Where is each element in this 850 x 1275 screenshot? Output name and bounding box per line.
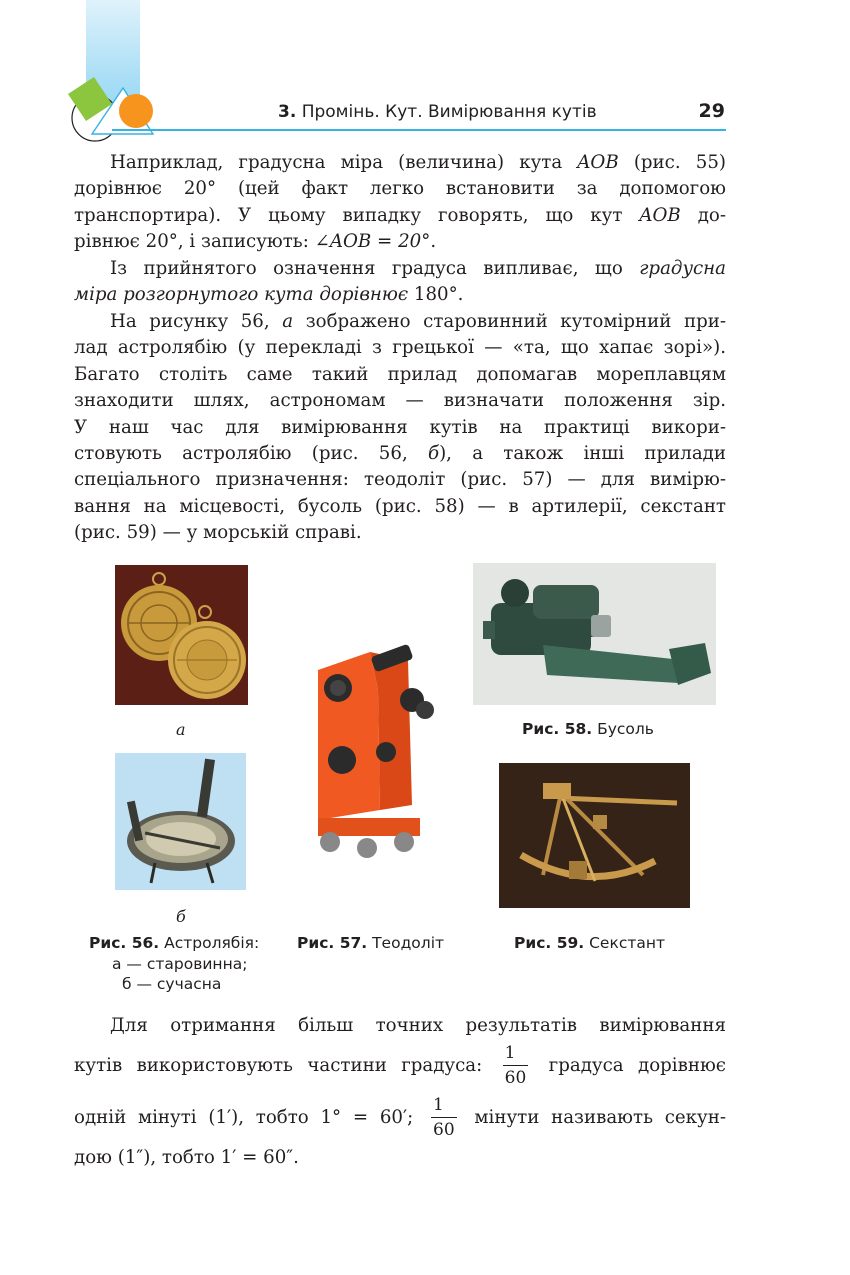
text-line: дою (1″), тобто 1′ = 60″.	[74, 1147, 299, 1168]
text-line: Багато століть саме такий прилад допомагав мореплавцям	[74, 363, 726, 385]
text-line: одній мінуті (1′), тобто 1° = 60′; $\frac{1}{60}$ мінути називають секун-	[74, 1095, 726, 1140]
text-line: вання на місцевості, бусоль (рис. 58) — в артилерії, секстант	[74, 495, 726, 517]
text-line: знаходити шлях, астрономам — визначати положення зір.	[74, 390, 726, 412]
page-number: 29	[698, 100, 725, 122]
text-line: спеціального призначення: теодоліт (рис. 57) — для вимірю-	[74, 469, 726, 491]
antique-astrolabe-photo	[115, 565, 248, 705]
text-line: рівнює 20°, і записують: ∠AOB = 20°.	[74, 231, 437, 253]
text-line: дорівнює 20° (цей факт легко встановити за допомогою	[74, 178, 726, 200]
text-line: стовують астролябію (рис. 56, б), а також інші прилади	[74, 443, 726, 465]
fraction: $\frac{1}{60}$	[504, 1043, 527, 1088]
text-line: транспортира). У цьому випадку говорять, що кут AOB до-	[74, 204, 726, 226]
formula: ∠AOB = 20°	[314, 231, 431, 253]
sextant-photo	[499, 763, 690, 908]
chapter-title-text: Промінь. Кут. Вимірювання кутів	[301, 102, 597, 122]
figure-59-caption: Рис. 59. Секстант	[514, 934, 666, 952]
paragraph-4	[74, 1012, 726, 1172]
header-rule	[112, 129, 726, 131]
figure-56-caption-line: а — старовинна;	[112, 955, 248, 973]
paragraph-2	[74, 256, 726, 309]
figure-56b-letter: б	[176, 907, 186, 926]
figure-56a-letter: а	[176, 720, 186, 739]
text-line: У наш час для вимірювання кутів на практиці викори-	[74, 416, 726, 438]
text-line: міра розгорнутого кута дорівнює 180°.	[74, 284, 464, 306]
chapter-number: 3.	[278, 102, 297, 122]
modern-astrolabe-photo	[115, 753, 246, 890]
text-line: Для отримання більш точних результатів вимірювання	[110, 1015, 726, 1036]
figure-57-caption: Рис. 57. Теодоліт	[297, 934, 445, 952]
figure-56-caption: Рис. 56. Астролябія:	[89, 934, 260, 952]
paragraph-3	[74, 309, 726, 547]
fraction: $\frac{1}{60}$	[433, 1095, 455, 1140]
text-line: На рисунку 56, а зображено старовинний кутомірний при-	[110, 311, 726, 332]
text-line: кутів використовують частини градуса: $\frac{1}{60}$ градуса дорівнює	[74, 1043, 726, 1088]
chapter-title	[278, 102, 597, 122]
text-line: Із прийнятого означення градуса випливає, що градусна	[110, 258, 726, 279]
geometric-shapes-icon	[64, 72, 164, 146]
text-line: Наприклад, градусна міра (величина) кута AOB (рис. 55)	[110, 152, 726, 173]
figure-56-caption-line: б — сучасна	[122, 975, 222, 993]
figure-58-caption: Рис. 58. Бусоль	[522, 720, 654, 738]
bussol-photo	[473, 563, 716, 705]
paragraph-1	[74, 150, 726, 256]
theodolite-photo	[300, 630, 443, 862]
text-line: (рис. 59) — у морській справі.	[74, 522, 362, 544]
text-line: лад астролябію (у перекладі з грецької — «та, що хапає зорі»).	[74, 337, 726, 359]
